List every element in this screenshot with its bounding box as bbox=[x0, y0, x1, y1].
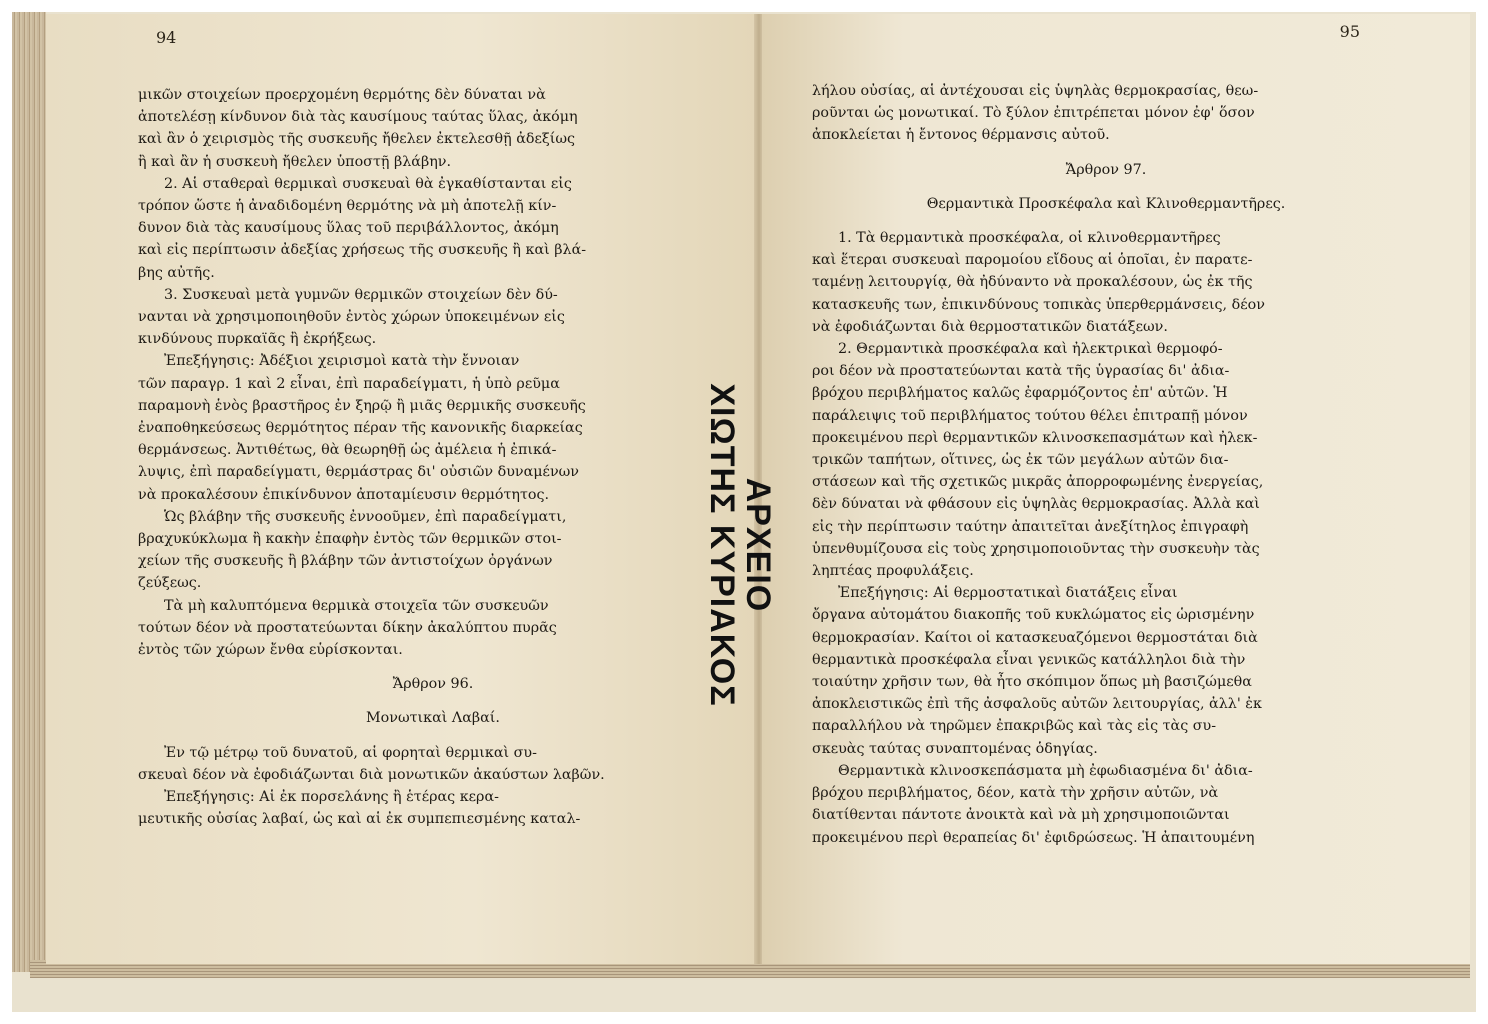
text-line: καὶ ἕτεραι συσκευαὶ παρομοίου εἴδους αἱ ὁποῖαι, ἐν παρατε- bbox=[812, 252, 1253, 269]
text-line: καὶ εἰς περίπτωσιν ἀδεξίας χρήσεως τῆς συσκευῆς ἢ καὶ βλά- bbox=[138, 242, 587, 259]
archive-stamp-text bbox=[704, 383, 776, 706]
page-number-right: 95 bbox=[1339, 22, 1360, 41]
text-line: 1. Τὰ θερμαντικὰ προσκέφαλα, οἱ κλινοθερμαντῆρες bbox=[838, 230, 1221, 247]
page-edges-left bbox=[12, 12, 46, 972]
text-line: 2. Θερμαντικὰ προσκέφαλα καὶ ἠλεκτρικαὶ θερμοφό- bbox=[838, 341, 1223, 358]
left-page-text bbox=[138, 84, 728, 831]
text-line: τούτων δέον νὰ προστατεύωνται δίκην ἀκαλύπτου πυρᾶς bbox=[138, 619, 557, 636]
text-line: μικῶν στοιχείων προερχομένη θερμότης δὲν δύναται νὰ bbox=[138, 87, 546, 103]
text-line: ἀποτελέσῃ κίνδυνον διὰ τὰς καυσίμους ταύτας ὕλας, ἀκόμη bbox=[138, 109, 578, 126]
text-line: χείων τῆς συσκευῆς ἢ βλάβην τῶν ἀντιστοίχων ὀργάνων bbox=[138, 553, 553, 570]
text-line: βραχυκύκλωμα ἢ κακὴν ἐπαφὴν ἐντὸς τῶν θερμικῶν στοι- bbox=[138, 531, 562, 548]
text-line: Ὡς βλάβην τῆς συσκευῆς ἐννοοῦμεν, ἐπὶ παραδείγματι, bbox=[164, 508, 567, 525]
text-line: νὰ ἐφοδιάζωνται διὰ θερμοστατικῶν διατάξεων. bbox=[812, 318, 1168, 335]
text-line: ἐντὸς τῶν χώρων ἔνθα εὑρίσκονται. bbox=[138, 642, 403, 659]
text-line: ὑπενθυμίζουσα εἰς τοὺς χρησιμοποιοῦντας τὴν συσκευὴν τὰς bbox=[812, 540, 1260, 557]
text-line: δυνον διὰ τὰς καυσίμους ὕλας τοῦ περιβάλλοντος, ἀκόμη bbox=[138, 220, 559, 237]
text-line: θερμοκρασίαν. Καίτοι οἱ κατασκευαζόμενοι θερμοστάται διὰ bbox=[812, 629, 1258, 646]
archive-stamp-line1: ΑΡΧΕΙΟ bbox=[739, 477, 777, 613]
text-line: τρόπον ὥστε ἡ ἀναδιδομένη θερμότης νὰ μὴ ἀποτελῇ κίν- bbox=[138, 198, 557, 215]
text-line: ροι δέον νὰ προστατεύωνται κατὰ τῆς ὑγρασίας δι' ἀδια- bbox=[812, 363, 1230, 380]
text-line: τρικῶν ταπήτων, οἵτινες, ὡς ἐκ τῶν μεγάλων αὐτῶν δια- bbox=[812, 452, 1229, 469]
text-line: ὄργανα αὐτομάτου διακοπῆς τοῦ κυκλώματος εἰς ὡρισμένην bbox=[812, 607, 1255, 624]
text-line: σκευὰς ταύτας συναπτομένας ὁδηγίας. bbox=[812, 740, 1098, 757]
text-line: ἀποκλειστικῶς ἐπὶ τῆς ἀσφαλοῦς αὐτῶν λειτουργίας, ἀλλ' ἐκ bbox=[812, 696, 1262, 713]
text-line: Ἐπεξήγησις: Ἀδέξιοι χειρισμοὶ κατὰ τὴν ἔννοιαν bbox=[164, 353, 520, 370]
text-line: παράλειψις τοῦ περιβλήματος τούτου θέλει ἐπιτραπῇ μόνον bbox=[812, 407, 1248, 424]
text-line: 3. Συσκευαὶ μετὰ γυμνῶν θερμικῶν στοιχείων δὲν δύ- bbox=[164, 286, 558, 303]
text-line: θερμαντικὰ προσκέφαλα εἶναι γενικῶς κατάλληλοι διὰ τὴν bbox=[812, 651, 1246, 668]
text-line: τῶν παραγρ. 1 καὶ 2 εἶναι, ἐπὶ παραδείγματι, ἡ ὑπὸ ρεῦμα bbox=[138, 375, 560, 392]
text-line: εἰς τὴν περίπτωσιν ταύτην ἀπαιτεῖται ἀνεξίτηλος ἐπιγραφὴ bbox=[812, 518, 1249, 535]
text-line: ἢ καὶ ἂν ἡ συσκευὴ ἤθελεν ὑποστῇ βλάβην. bbox=[138, 153, 452, 170]
text-line: λυψις, ἐπὶ παραδείγματι, θερμάστρας δι' οὐσιῶν δυναμένων bbox=[138, 464, 579, 481]
text-line: λήλου οὐσίας, αἱ ἀντέχουσαι εἰς ὑψηλὰς θερμοκρασίας, θεω- bbox=[812, 83, 1259, 99]
text-line: μευτικῆς οὐσίας λαβαί, ὡς καὶ αἱ ἐκ συμπεπιεσμένης καταλ- bbox=[138, 811, 581, 828]
text-line: νανται νὰ χρησιμοποιηθοῦν ἐντὸς χώρων ὑποκειμένων εἰς bbox=[138, 309, 565, 326]
text-line: κατασκευῆς των, ἐπικινδύνους τοπικὰς ὑπερθερμάνσεις, δέον bbox=[812, 296, 1265, 313]
right-page bbox=[762, 14, 1470, 964]
text-line: Τὰ μὴ καλυπτόμενα θερμικὰ στοιχεῖα τῶν συσκευῶν bbox=[164, 597, 549, 614]
text-line: κινδύνους πυρκαϊᾶς ἢ ἐκρήξεως. bbox=[138, 331, 377, 348]
archive-stamp bbox=[700, 355, 780, 735]
text-line: Ἐπεξήγησις: Αἱ ἐκ πορσελάνης ἢ ἑτέρας κερα- bbox=[164, 789, 499, 806]
text-line: βρόχου περιβλήματος καλῶς ἐφαρμόζοντος ἐπ' αὐτῶν. Ἡ bbox=[812, 385, 1228, 402]
text-line: τοιαύτην χρῆσιν των, θὰ ἦτο σκόπιμον ὅπως μὴ βασιζώμεθα bbox=[812, 674, 1252, 691]
text-line: ληπτέας προφυλάξεις. bbox=[812, 563, 974, 580]
text-line: ζεύξεως. bbox=[138, 575, 202, 592]
archive-stamp-line2: ΧΙΩΤΗΣ ΚΥΡΙΑΚΟΣ bbox=[703, 383, 741, 707]
text-line: προκειμένου περὶ θερμαντικῶν κλινοσκεπασμάτων καὶ ἠλεκ- bbox=[812, 429, 1258, 446]
text-line: Ἐν τῷ μέτρῳ τοῦ δυνατοῦ, αἱ φορηταὶ θερμικαὶ συ- bbox=[164, 744, 537, 761]
article-heading: Ἄρθρον 96. bbox=[392, 676, 474, 693]
text-line: νὰ προκαλέσουν ἐπικίνδυνον ἀποταμίευσιν θερμότητος. bbox=[138, 486, 550, 503]
text-line: θερμάνσεως. Ἀντιθέτως, θὰ θεωρηθῇ ὡς ἀμέλεια ἡ ἐπικά- bbox=[138, 442, 557, 459]
text-line: διατίθενται πάντοτε ἀνοικτὰ καὶ νὰ μὴ χρησιμοποιῶνται bbox=[812, 807, 1230, 824]
page-number-left: 94 bbox=[156, 28, 177, 47]
text-line: δὲν δύναται νὰ φθάσουν εἰς ὑψηλὰς θερμοκρασίας. Ἀλλὰ καὶ bbox=[812, 496, 1260, 513]
article-title: Μονωτικαὶ Λαβαί. bbox=[366, 710, 500, 727]
text-line: ἀποκλείεται ἡ ἔντονος θέρμανσις αὐτοῦ. bbox=[812, 127, 1110, 144]
left-page bbox=[46, 14, 758, 964]
article-heading: Ἄρθρον 97. bbox=[1065, 161, 1147, 178]
article-title: Θερμαντικὰ Προσκέφαλα καὶ Κλινοθερμαντῆρες. bbox=[926, 195, 1286, 212]
text-line: προκειμένου περὶ θεραπείας δι' ἐφιδρώσεως. Ἡ ἀπαιτουμένη bbox=[812, 829, 1255, 846]
right-page-text bbox=[812, 80, 1400, 849]
text-line: παραμονὴ ἑνὸς βραστῆρος ἐν ξηρῷ ἢ μιᾶς θερμικῆς συσκευῆς bbox=[138, 397, 586, 414]
text-line: στάσεων καὶ τῆς σχετικῶς μικρᾶς ἀπορροφωμένης ἐνεργείας, bbox=[812, 474, 1264, 491]
text-line: καὶ ἂν ὁ χειρισμὸς τῆς συσκευῆς ἤθελεν ἐκτελεσθῇ ἀδεξίως bbox=[138, 131, 576, 148]
text-line: Ἐπεξήγησις: Αἱ θερμοστατικαὶ διατάξεις εἶναι bbox=[838, 585, 1178, 602]
text-line: ροῦνται ὡς μονωτικαί. Τὸ ξύλον ἐπιτρέπεται μόνον ἐφ' ὅσον bbox=[812, 105, 1255, 122]
text-line: Θερμαντικὰ κλινοσκεπάσματα μὴ ἐφωδιασμένα δι' ἀδια- bbox=[838, 762, 1253, 779]
text-line: 2. Αἱ σταθεραὶ θερμικαὶ συσκευαὶ θὰ ἐγκαθίστανται εἰς bbox=[164, 175, 572, 192]
text-line: ἐναποθηκεύσεως θερμότητος πέραν τῆς κανονικῆς διαρκείας bbox=[138, 420, 583, 437]
text-line: βης αὐτῆς. bbox=[138, 264, 215, 281]
text-line: σκευαὶ δέον νὰ ἐφοδιάζωνται διὰ μονωτικῶν ἀκαύστων λαβῶν. bbox=[138, 766, 605, 783]
text-line: ταμένῃ λειτουργίᾳ, θὰ ἠδύναντο νὰ προκαλέσουν, ὡς ἐκ τῆς bbox=[812, 274, 1253, 291]
text-line: βρόχου περιβλήματος, δέον, κατὰ τὴν χρῆσιν αὐτῶν, νὰ bbox=[812, 785, 1219, 802]
text-line: παραλλήλου νὰ τηρῶμεν ἐπακριβῶς καὶ τὰς εἰς τὰς συ- bbox=[812, 718, 1217, 735]
